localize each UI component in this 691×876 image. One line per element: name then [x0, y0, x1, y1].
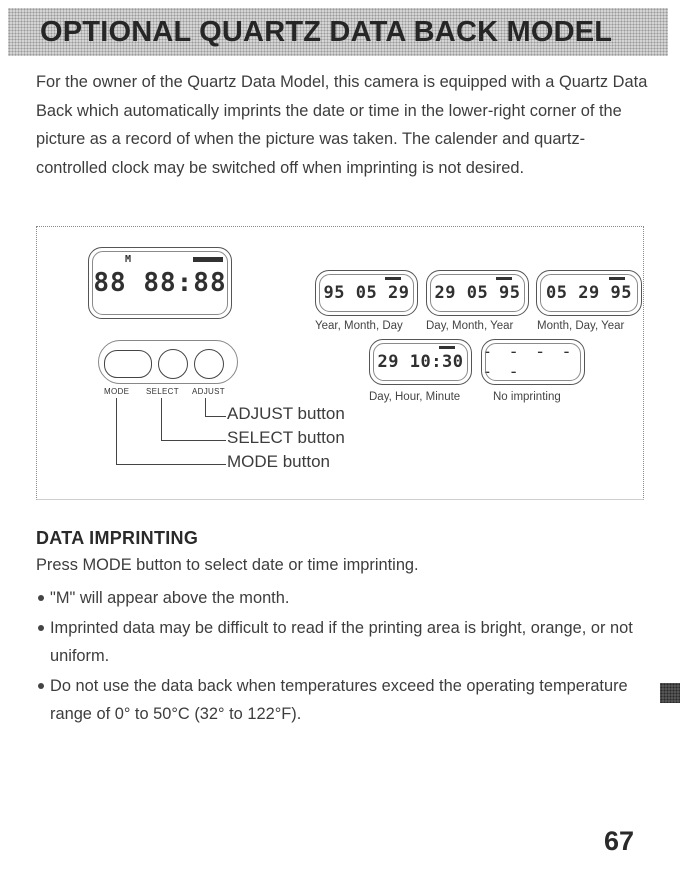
lcd-readout: 95 05 29 [323, 283, 410, 303]
edge-tab-marker [660, 683, 680, 703]
lcd-readout: - - - - - - [482, 342, 575, 382]
caption-year-month-day: Year, Month, Day [315, 320, 403, 332]
mode-callout: MODE button [227, 452, 330, 471]
main-lcd-display [88, 247, 232, 319]
page-title: OPTIONAL QUARTZ DATA BACK MODEL [40, 16, 613, 48]
lcd-day-month-year [426, 270, 529, 316]
bullet-icon [38, 683, 44, 689]
caption-month-day-year: Month, Day, Year [537, 320, 625, 332]
adjust-button-label: ADJUST [192, 387, 225, 396]
caption-day-hour-minute: Day, Hour, Minute [369, 391, 461, 403]
mode-button-label: MODE [104, 387, 130, 396]
lcd-readout: 29 05 95 [434, 283, 521, 303]
list-item: "M" will appear above the month. [36, 584, 666, 612]
lcd-no-imprinting [481, 339, 585, 385]
lcd-month-day-year [536, 270, 642, 316]
lcd-readout: 29 10:30 [377, 352, 464, 372]
month-indicator: M [125, 254, 133, 265]
lcd-segment-bar [496, 277, 512, 280]
select-button-label: SELECT [146, 387, 179, 396]
intro-paragraph: For the owner of the Quartz Data Model, this camera is equipped with a Quartz Data Back which automatically imprints the date or time in the lower-right corner of the picture as a record of when the picture was taken. The calender and quartz-controlled clock may be switched off when imprinting is not desired. [36, 73, 648, 177]
list-item: Do not use the data back when temperatures exceed the operating temperature range of 0° to 50°C (32° to 122°F). [36, 672, 666, 728]
lcd-segment-bar [609, 277, 625, 280]
lcd-day-hour-minute [369, 339, 472, 385]
lcd-readout: 05 29 95 [546, 283, 632, 303]
adjust-callout: ADJUST button [227, 404, 345, 423]
bullet-list [36, 584, 666, 730]
main-lcd-readout: 88 88:88 [93, 268, 227, 298]
adjust-hardware-button [194, 349, 224, 379]
mode-hardware-button [104, 350, 152, 378]
list-item: Imprinted data may be difficult to read if the printing area is bright, orange, or not uniform. [36, 614, 666, 670]
lcd-segment-bar [439, 346, 455, 349]
bullet-icon [38, 595, 44, 601]
lcd-segment-bar [193, 257, 223, 262]
select-callout: SELECT button [227, 428, 345, 447]
section-heading: DATA IMPRINTING [36, 528, 199, 548]
section-body: Press MODE button to select date or time imprinting. [36, 556, 419, 574]
page-number: 67 [604, 826, 635, 856]
select-hardware-button [158, 349, 188, 379]
mode-leader-line [116, 398, 226, 465]
caption-no-imprinting: No imprinting [493, 391, 561, 403]
lcd-segment-bar [385, 277, 401, 280]
lcd-year-month-day [315, 270, 418, 316]
bullet-icon [38, 625, 44, 631]
caption-day-month-year: Day, Month, Year [426, 320, 514, 332]
